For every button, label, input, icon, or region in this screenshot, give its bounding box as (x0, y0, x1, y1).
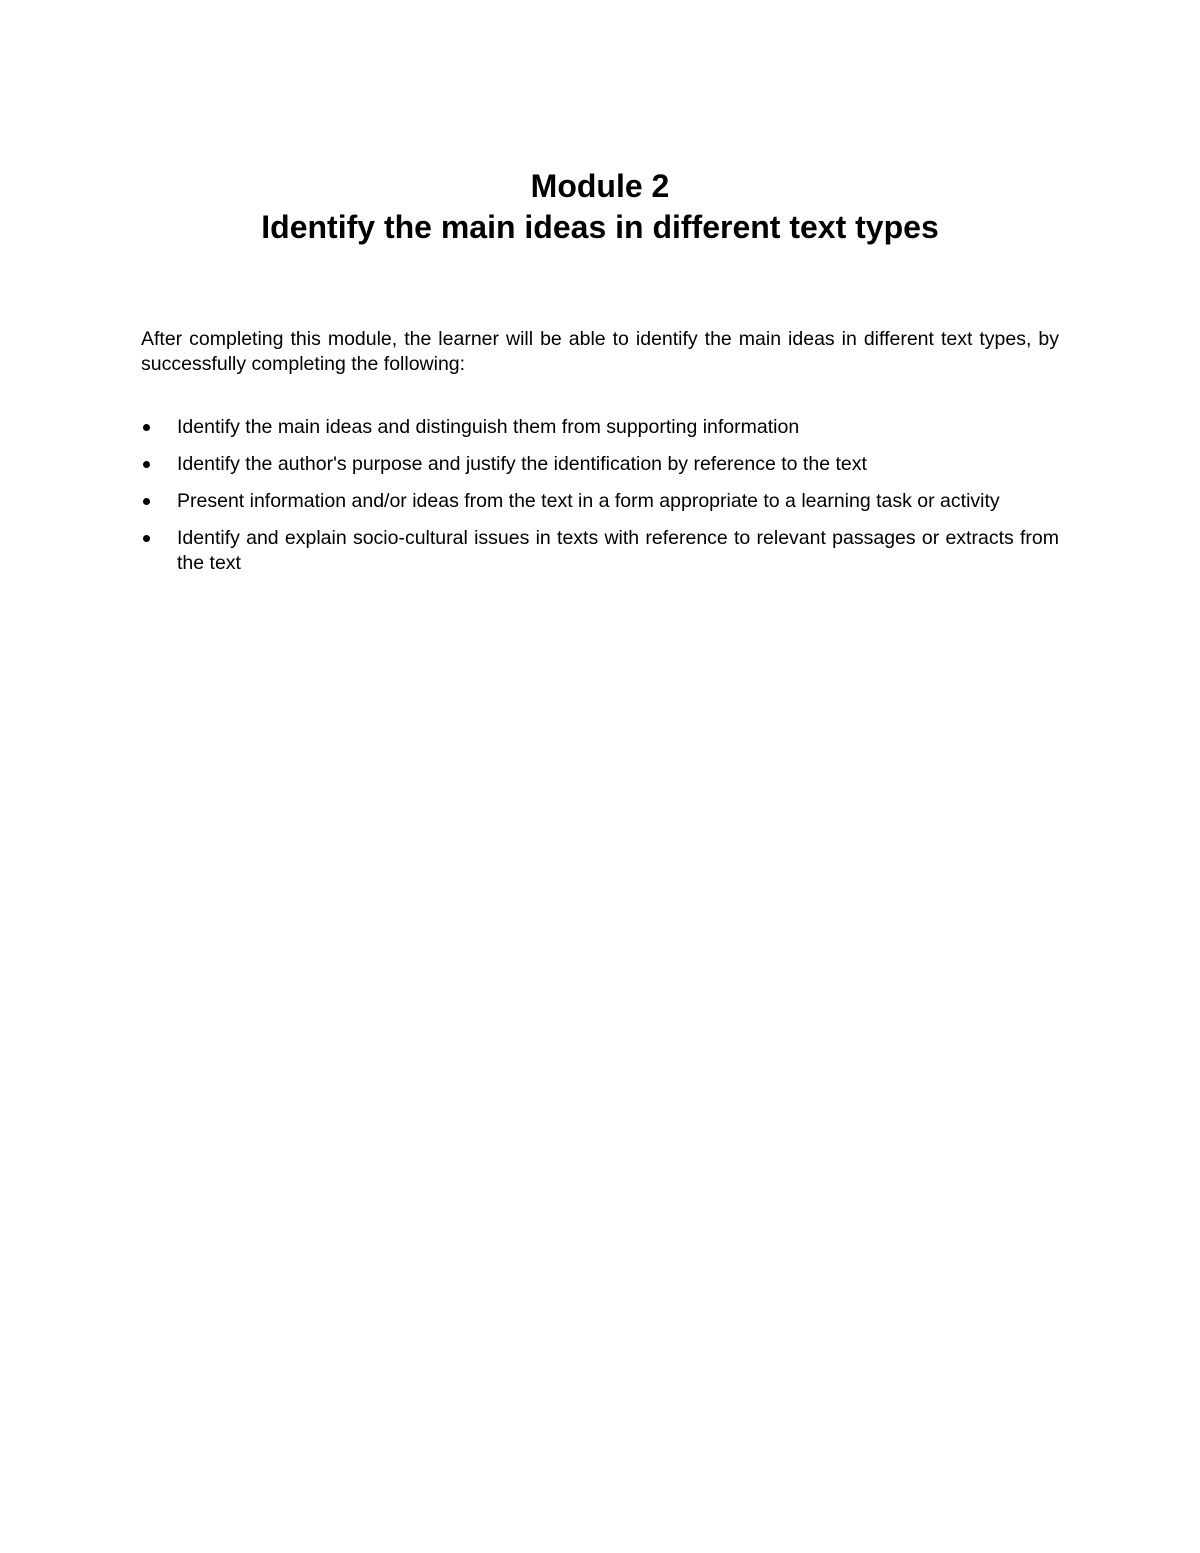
intro-paragraph: After completing this module, the learner will be able to identify the main ideas in different text types, by successfully completing the following: (141, 328, 1059, 375)
list-item (141, 452, 1059, 477)
objective-text: Identify the author's purpose and justify the identification by reference to the text (177, 453, 867, 475)
module-label: Module 2 (530, 168, 670, 204)
bullet-icon (143, 461, 150, 468)
list-item (141, 526, 1059, 576)
bullet-icon (143, 535, 150, 542)
objective-text: Present information and/or ideas from the text in a form appropriate to a learning task or activity (177, 490, 1000, 512)
objective-text: Identify and explain socio-cultural issues in texts with reference to relevant passages or extracts from the text (177, 527, 1059, 574)
objective-text: Identify the main ideas and distinguish them from supporting information (177, 416, 800, 438)
page-title: Identify the main ideas in different text types (261, 209, 939, 245)
list-item (141, 415, 1059, 440)
list-item (141, 489, 1059, 514)
objectives-list (141, 415, 1059, 588)
bullet-icon (143, 424, 150, 431)
page-heading (0, 166, 1200, 248)
bullet-icon (143, 498, 150, 505)
